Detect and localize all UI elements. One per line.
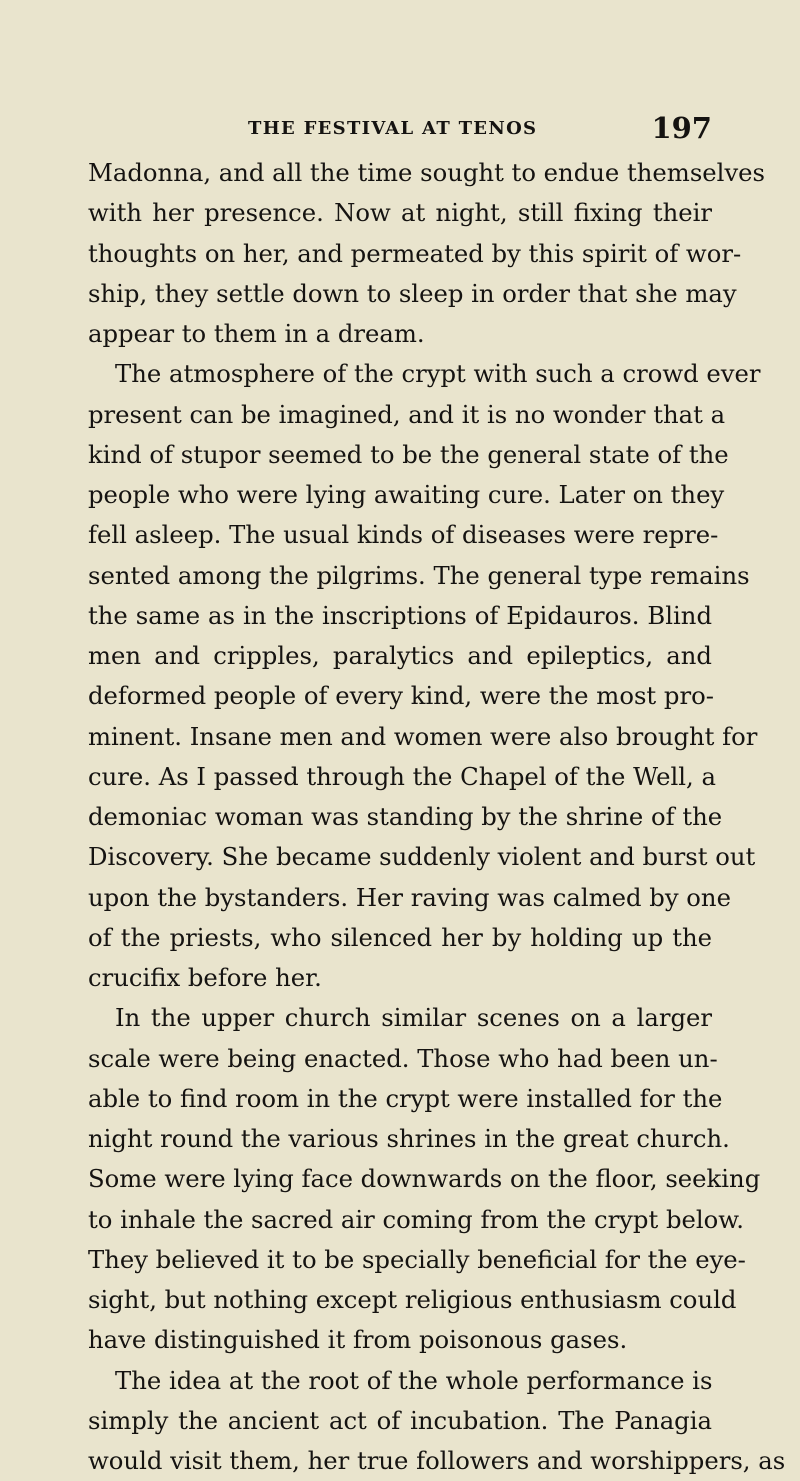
text-line-13: men and cripples, paralytics and epileptics, and xyxy=(88,641,712,670)
running-title: THE FESTIVAL AT TENOS xyxy=(248,118,538,139)
text-line-19: upon the bystanders. Her raving was calmed by one xyxy=(88,882,731,912)
body-text xyxy=(88,153,786,1481)
text-line-5: appear to them in a dream. xyxy=(88,319,425,348)
text-line-8: kind of stupor seemed to be the general state of the xyxy=(88,439,729,469)
text-line-27: to inhale the sacred air coming from the crypt below. xyxy=(88,1204,744,1234)
text-line-32: simply the ancient act of incubation. The Panagia xyxy=(88,1405,712,1435)
text-line-22: In the upper church similar scenes on a larger xyxy=(115,1003,712,1033)
text-line-33: would visit them, her true followers and worshippers, as xyxy=(88,1446,786,1475)
text-line-31: The idea at the root of the whole performance is xyxy=(115,1365,713,1395)
text-line-26: Some were lying face downwards on the floor, seeking xyxy=(88,1164,761,1194)
text-line-14: deformed people of every kind, were the most pro- xyxy=(88,681,714,711)
text-line-29: sight, but nothing except religious enthusiasm could xyxy=(88,1285,737,1314)
text-line-28: They believed it to be specially beneficial for the eye- xyxy=(88,1244,746,1274)
text-line-4: ship, they settle down to sleep in order that she may xyxy=(88,278,737,308)
text-line-9: people who were lying awaiting cure. Later on they xyxy=(88,480,725,509)
text-line-21: crucifix before her. xyxy=(88,963,322,992)
running-head xyxy=(88,111,712,152)
text-line-7: present can be imagined, and it is no wonder that a xyxy=(88,399,726,429)
text-line-15: minent. Insane men and women were also brought for xyxy=(88,721,758,751)
text-line-23: scale were being enacted. Those who had been un- xyxy=(88,1043,718,1073)
text-line-16: cure. As I passed through the Chapel of the Well, a xyxy=(88,761,716,791)
text-line-30: have distinguished it from poisonous gases. xyxy=(88,1325,628,1355)
text-line-3: thoughts on her, and permeated by this spirit of wor- xyxy=(88,238,742,268)
text-line-25: night round the various shrines in the great church. xyxy=(88,1124,730,1153)
text-line-10: fell asleep. The usual kinds of diseases were repre- xyxy=(88,520,719,550)
text-line-18: Discovery. She became suddenly violent and burst out xyxy=(88,842,756,872)
text-line-2: with her presence. Now at night, still fixing their xyxy=(88,198,712,228)
text-line-11: sented among the pilgrims. The general type remains xyxy=(88,560,750,590)
text-line-12: the same as in the inscriptions of Epidauros. Blind xyxy=(88,600,712,630)
text-line-1: Madonna, and all the time sought to endue themselves xyxy=(88,158,766,187)
page-number: 197 xyxy=(651,111,712,145)
text-line-17: demoniac woman was standing by the shrine of the xyxy=(88,802,723,831)
text-line-6: The atmosphere of the crypt with such a crowd ever xyxy=(115,359,761,389)
text-line-24: able to find room in the crypt were installed for the xyxy=(88,1083,723,1113)
text-line-20: of the priests, who silenced her by holding up the xyxy=(88,922,712,952)
